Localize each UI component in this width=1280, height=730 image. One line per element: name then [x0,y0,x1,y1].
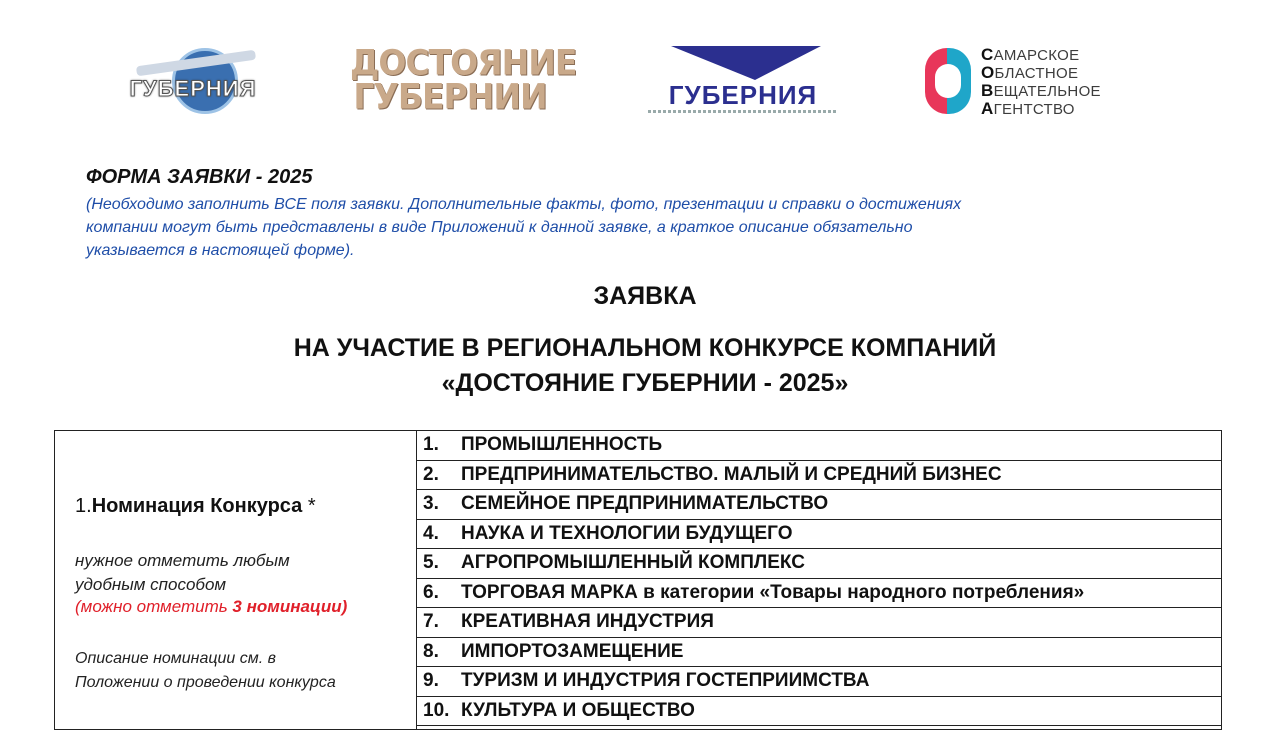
agency-line-2: ОБЛАСТНОЕ [981,63,1079,82]
samara-broadcast-agency-logo [925,46,1125,116]
nomination-option[interactable]: 10. КУЛЬТУРА И ОБЩЕСТВО [417,697,1221,727]
nomination-option[interactable]: 2. ПРЕДПРИНИМАТЕЛЬСТВО. МАЛЫЙ И СРЕДНИЙ БИЗНЕС [417,461,1221,491]
form-note-line-1: (Необходимо заполнить ВСЕ поля заявки. Дополнительные факты, фото, презентации и справки о достижениях [86,196,962,213]
logo-bar [0,36,1280,126]
application-subtitle [0,331,1280,401]
logo1-text: ГУБЕРНИЯ [129,76,257,101]
nomination-option[interactable]: 3. СЕМЕЙНОЕ ПРЕДПРИНИМАТЕЛЬСТВО [417,490,1221,520]
nomination-limit-note: (можно отметить 3 номинации) [75,597,348,616]
logo3-text: ГУБЕРНИЯ [668,80,818,110]
nomination-table [54,430,1222,730]
agency-line-4: АГЕНТСТВО [981,99,1075,118]
nomination-hint: нужное отметить любым удобным способом [75,551,290,594]
nomination-options [417,431,1221,726]
form-note [86,193,1196,262]
dostoyanie-gubernii-logo [350,42,577,120]
logo2-line2: ГУБЕРНИИ [353,76,547,117]
nomination-description-note: Описание номинации см. в Положении о проведении конкурса [75,650,336,691]
logo2-line1: ДОСТОЯНИЕ [350,42,577,83]
application-subtitle-line-2: «ДОСТОЯНИЕ ГУБЕРНИИ - 2025» [441,369,849,397]
logo3-triangle [665,46,821,80]
form-title: ФОРМА ЗАЯВКИ - 2025 [86,166,313,188]
agency-mark-icon [925,48,971,114]
form-note-line-3: указывается в настоящей форме). [86,242,355,259]
logo3-subline [648,110,838,113]
nomination-option[interactable]: 9. ТУРИЗМ И ИНДУСТРИЯ ГОСТЕПРИИМСТВА [417,667,1221,697]
agency-name [981,46,1101,118]
nomination-option[interactable]: 8. ИМПОРТОЗАМЕЩЕНИЕ [417,638,1221,668]
form-note-line-2: компании могут быть представлены в виде Приложений к данной заявке, а краткое описание обязательно [86,219,913,236]
nomination-label: 1.Номинация Конкурса * [75,495,316,517]
nomination-option[interactable]: 6. ТОРГОВАЯ МАРКА в категории «Товары народного потребления» [417,579,1221,609]
gubernia-tv-logo [648,44,838,120]
nomination-option[interactable]: 4. НАУКА И ТЕХНОЛОГИИ БУДУЩЕГО [417,520,1221,550]
application-subtitle-line-1: НА УЧАСТИЕ В РЕГИОНАЛЬНОМ КОНКУРСЕ КОМПАНИЙ [293,334,997,362]
application-title: ЗАЯВКА [593,282,697,310]
nomination-label-cell [55,431,417,729]
nomination-option[interactable]: 1. ПРОМЫШЛЕННОСТЬ [417,431,1221,461]
nomination-option[interactable]: 5. АГРОПРОМЫШЛЕННЫЙ КОМПЛЕКС [417,549,1221,579]
nomination-option[interactable]: 7. КРЕАТИВНАЯ ИНДУСТРИЯ [417,608,1221,638]
agency-line-3: ВЕЩАТЕЛЬНОЕ [981,81,1101,100]
agency-line-1: САМАРСКОЕ [981,45,1080,64]
gubernia-emblem-logo [118,44,268,116]
